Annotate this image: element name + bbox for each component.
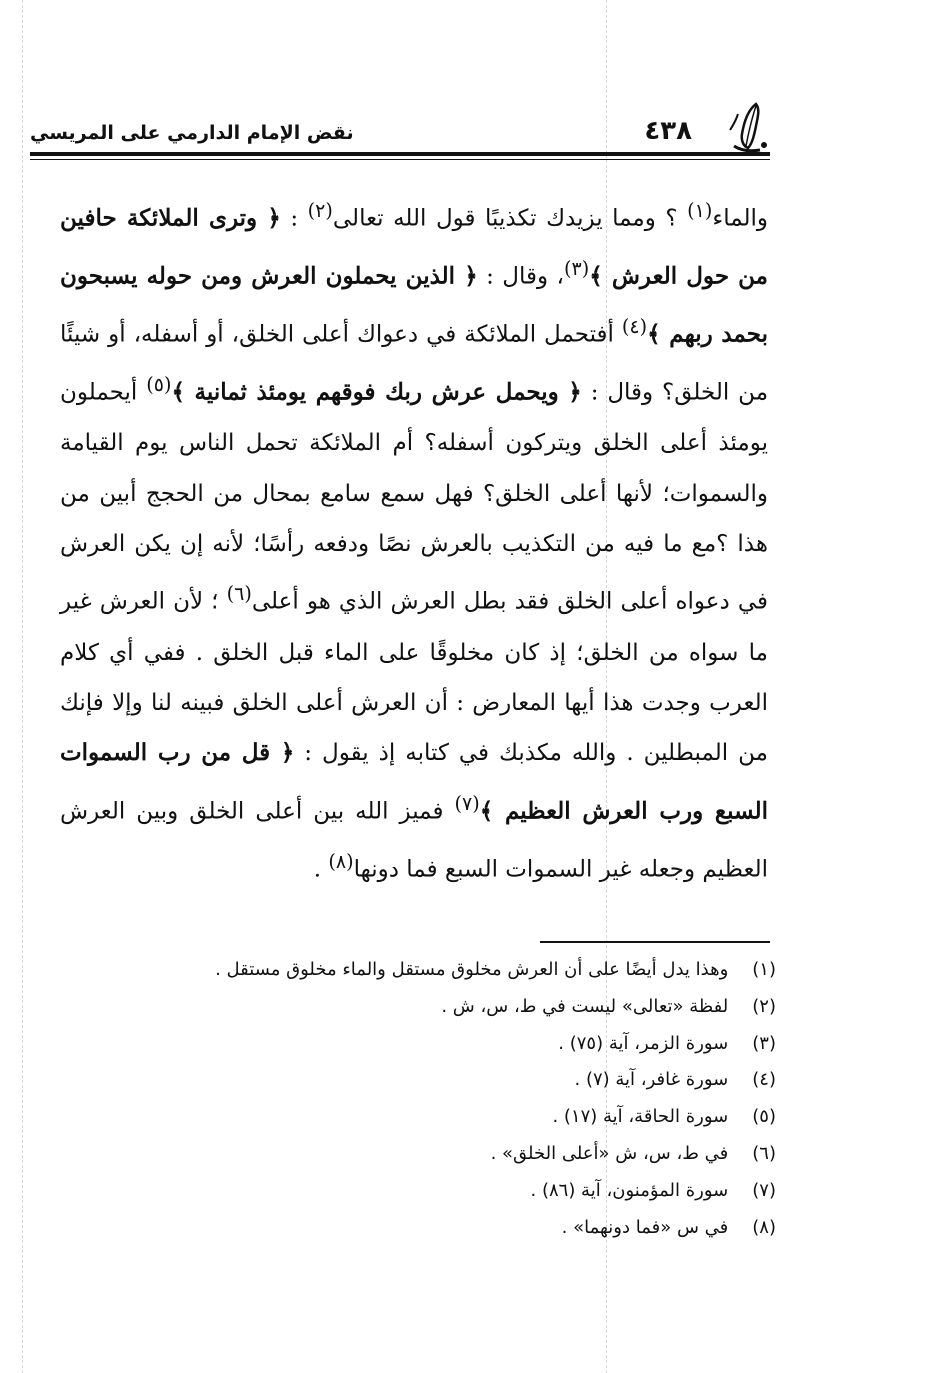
main-paragraph xyxy=(60,186,768,895)
footnote-text: لفظة «تعالى» ليست في ط، س، ش . xyxy=(441,995,729,1017)
footnote-separator xyxy=(540,941,770,943)
quill-ornament-icon xyxy=(726,100,770,154)
text-segment: . xyxy=(313,856,329,883)
text-segment: ؟ ومما يزيدك تكذيبًا قول الله تعالى xyxy=(332,205,688,232)
footnote-item xyxy=(60,1173,776,1210)
footnote-item xyxy=(60,989,776,1026)
footnote-number: (٤) xyxy=(752,1069,776,1091)
scan-guide-line xyxy=(22,0,23,1373)
footnote-item xyxy=(60,1136,776,1173)
main-text xyxy=(60,186,768,895)
footnote-text: في س «فما دونهما» . xyxy=(561,1216,729,1238)
footnote-number: (٣) xyxy=(752,1032,776,1054)
footnote-number: (٧) xyxy=(752,1179,776,1201)
footnote-marker: (٦) xyxy=(226,582,252,606)
quran-verse: ﴿ الذين يحملون العرش ومن حوله يسبحون بحمد ربهم ﴾ xyxy=(60,262,768,348)
text-segment: فميز الله بين أعلى الخلق وبين العرش العظيم وجعله غير السموات السبع فما دونها xyxy=(60,798,768,883)
footnote-item xyxy=(60,1099,776,1136)
footnote-marker: (٣) xyxy=(563,257,590,281)
footnote-item xyxy=(60,1026,776,1063)
page-header xyxy=(30,100,770,160)
footnote-number: (١) xyxy=(752,959,776,980)
footnote-item xyxy=(60,1062,776,1099)
quran-verse: ﴿ وترى الملائكة حافين من حول العرش ﴾ xyxy=(60,204,768,290)
header-rule-thin xyxy=(30,159,770,160)
footnote-marker: (٥) xyxy=(146,373,172,397)
footnote-text: سورة غافر، آية (٧) . xyxy=(574,1069,729,1091)
footnote-text: سورة المؤمنون، آية (٨٦) . xyxy=(530,1179,729,1201)
text-segment: أيحملون يومئذ أعلى الخلق ويتركون أسفله؟ أم الملائكة تحمل الناس يوم القيامة والسموات؛ لأنها أعلى الخلق؟ فهل سمع سامع بمحال من الحجج أبين من هذا ؟مع ما فيه من التكذيب بالعرش نصًا ودفعه رأسًا؛ لأنه إن يكن العرش في دعواه أعلى الخلق فقد بطل العرش الذي هو أعلى xyxy=(60,379,769,616)
footnotes xyxy=(60,952,776,1246)
footnote-item xyxy=(60,1210,776,1247)
page-number: ٤٣٨ xyxy=(644,116,692,146)
quran-verse: ﴿ ويحمل عرش ربك فوقهم يومئذ ثمانية ﴾ xyxy=(171,378,582,406)
text-segment: ؛ لأن العرش غير ما سواه من الخلق؛ إذ كان مخلوقًا على الماء قبل الخلق . ففي أي كلام العرب وجدت هذا أيها المعارض : أن العرش أعلى الخلق فبينه لنا وإلا فإنك من المبطلين . والله مكذبك في كتابه إذ يقول : xyxy=(60,589,768,767)
footnote-text: في ط، س، ش «أعلى الخلق» . xyxy=(490,1142,729,1164)
text-segment: والماء xyxy=(712,205,768,232)
footnote-text: سورة الحاقة، آية (١٧) . xyxy=(552,1106,729,1128)
footnote-number: (٢) xyxy=(752,995,776,1017)
quran-verse: ﴿ قل من رب السموات السبع ورب العرش العظيم ﴾ xyxy=(60,739,769,825)
footnote-number: (٨) xyxy=(752,1216,776,1238)
footnote-item xyxy=(60,952,776,989)
footnote-number: (٦) xyxy=(752,1142,776,1164)
footnote-number: (٥) xyxy=(752,1106,776,1128)
footnote-marker: (٢) xyxy=(307,199,333,222)
footnote-marker: (٤) xyxy=(621,315,648,339)
text-segment: : xyxy=(280,205,308,232)
footnote-text: سورة الزمر، آية (٧٥) . xyxy=(558,1032,729,1054)
footnote-marker: (٨) xyxy=(328,849,354,873)
text-segment: ، وقال : xyxy=(477,263,564,290)
running-title: نقض الإمام الدارمي على المريسي xyxy=(30,122,354,144)
text-segment: أفتحمل الملائكة في دعواك أعلى الخلق، أو أسفله، أو شيئًا من الخلق؟ وقال : xyxy=(60,321,769,406)
footnote-marker: (٧) xyxy=(454,791,480,815)
footnote-text: وهذا يدل أيضًا على أن العرش مخلوق مستقل والماء مخلوق مستقل . xyxy=(215,959,729,980)
footnote-marker: (١) xyxy=(687,199,713,222)
header-rule-thick xyxy=(30,152,770,156)
